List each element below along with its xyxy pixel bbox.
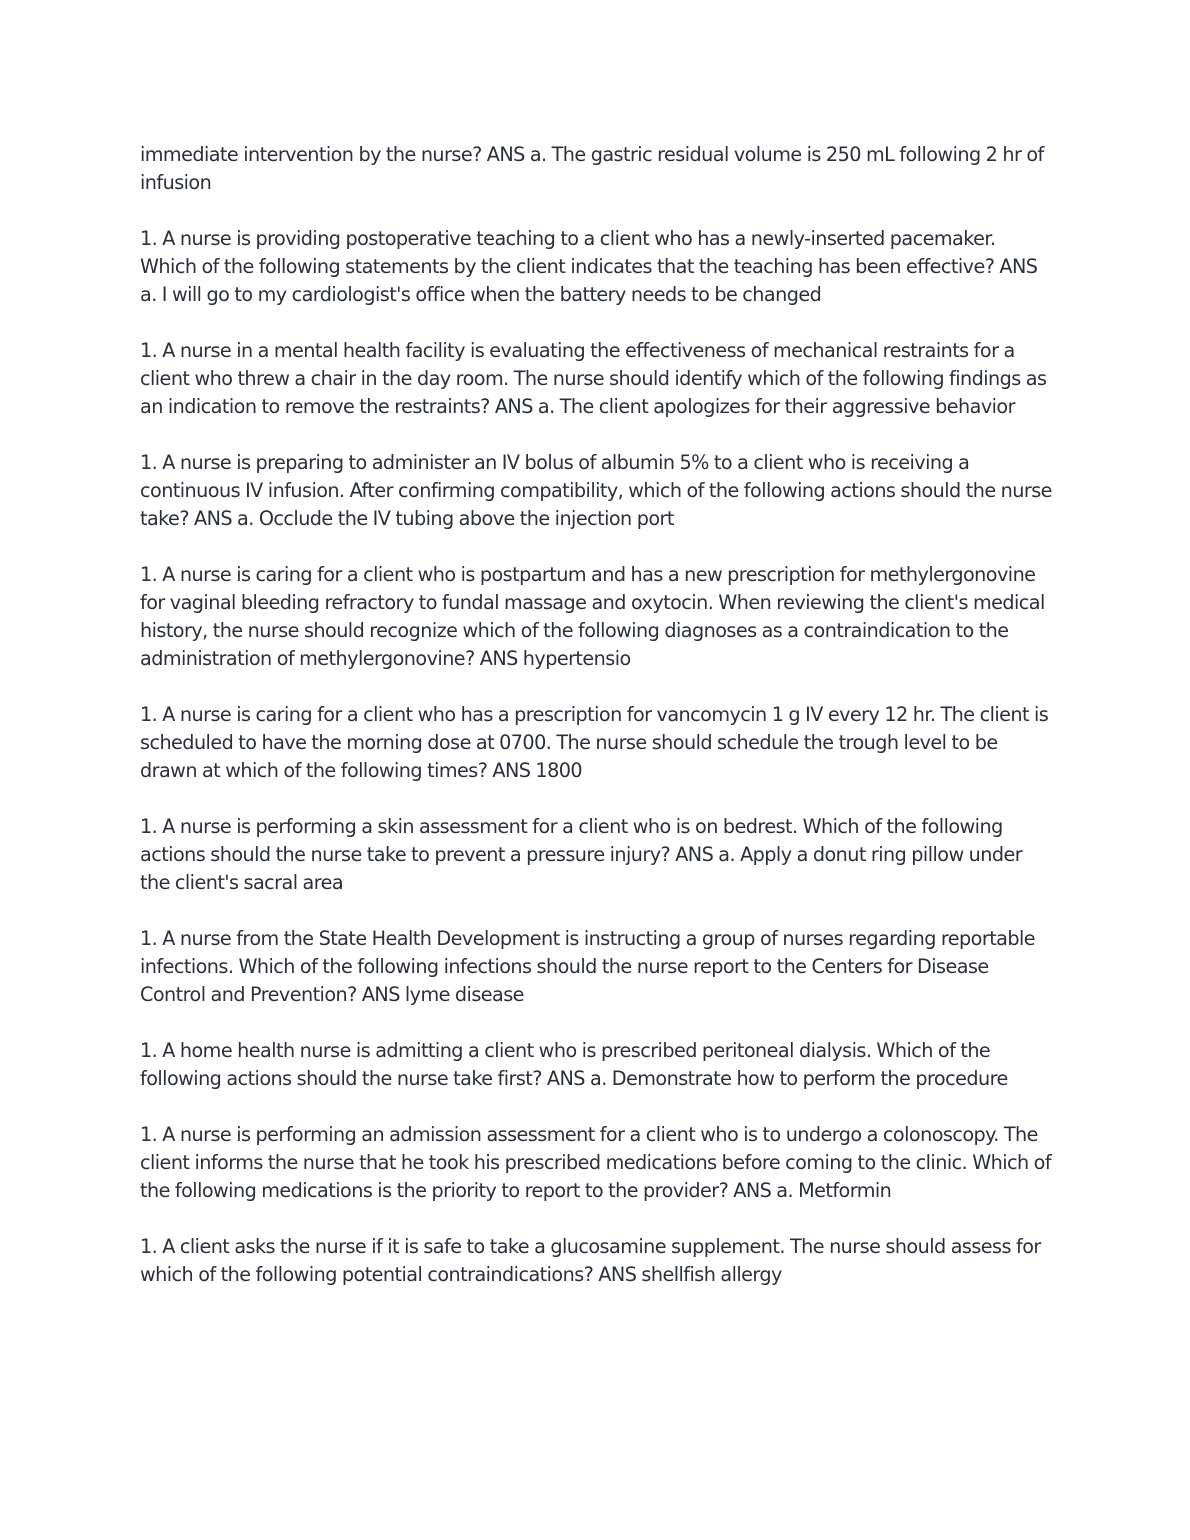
paragraph-10: 1. A nurse is performing an admission assessment for a client who is to undergo a colonoscopy. The client informs the nurse that he took his prescribed medications before coming to the clinic. Which of the following medications is the priority to report to the provider? ANS a. Metformin bbox=[140, 1123, 1052, 1202]
paragraph-5: 1. A nurse is caring for a client who is postpartum and has a new prescription for methylergonovine for vaginal bleeding refractory to fundal massage and oxytocin. When reviewing the client's medical history, the nurse should recognize which of the following diagnoses as a contraindication to the administration of methylergonovine? ANS hypertensio bbox=[140, 563, 1045, 670]
paragraph-6: 1. A nurse is caring for a client who has a prescription for vancomycin 1 g IV every 12 hr. The client is scheduled to have the morning dose at 0700. The nurse should schedule the trough level to be drawn at which of the following times? ANS 1800 bbox=[140, 703, 1049, 782]
paragraph-7: 1. A nurse is performing a skin assessment for a client who is on bedrest. Which of the following actions should the nurse take to prevent a pressure injury? ANS a. Apply a donut ring pillow under the client's sacral area bbox=[140, 815, 1023, 894]
paragraph-11: 1. A client asks the nurse if it is safe to take a glucosamine supplement. The nurse should assess for which of the following potential contraindications? ANS shellfish allergy bbox=[140, 1235, 1041, 1286]
paragraph-2: 1. A nurse is providing postoperative teaching to a client who has a newly-inserted pacemaker. Which of the following statements by the client indicates that the teaching has been effective? ANS a. I will go to my cardiologist's office when the battery needs to be changed bbox=[140, 227, 1038, 306]
paragraph-9: 1. A home health nurse is admitting a client who is prescribed peritoneal dialysis. Which of the following actions should the nurse take first? ANS a. Demonstrate how to perform the procedure bbox=[140, 1039, 1008, 1090]
document-body bbox=[140, 141, 1055, 1317]
paragraph-4: 1. A nurse is preparing to administer an IV bolus of albumin 5% to a client who is receiving a continuous IV infusion. After confirming compatibility, which of the following actions should the nurse take? ANS a. Occlude the IV tubing above the injection port bbox=[140, 451, 1052, 530]
paragraph-8: 1. A nurse from the State Health Development is instructing a group of nurses regarding reportable infections. Which of the following infections should the nurse report to the Centers for Disease Control and Prevention? ANS lyme disease bbox=[140, 927, 1036, 1006]
paragraph-3: 1. A nurse in a mental health facility is evaluating the effectiveness of mechanical restraints for a client who threw a chair in the day room. The nurse should identify which of the following findings as an indication to remove the restraints? ANS a. The client apologizes for their aggressive behavior bbox=[140, 339, 1047, 418]
paragraph-1: immediate intervention by the nurse? ANS a. The gastric residual volume is 250 mL following 2 hr of infusion bbox=[140, 143, 1044, 194]
